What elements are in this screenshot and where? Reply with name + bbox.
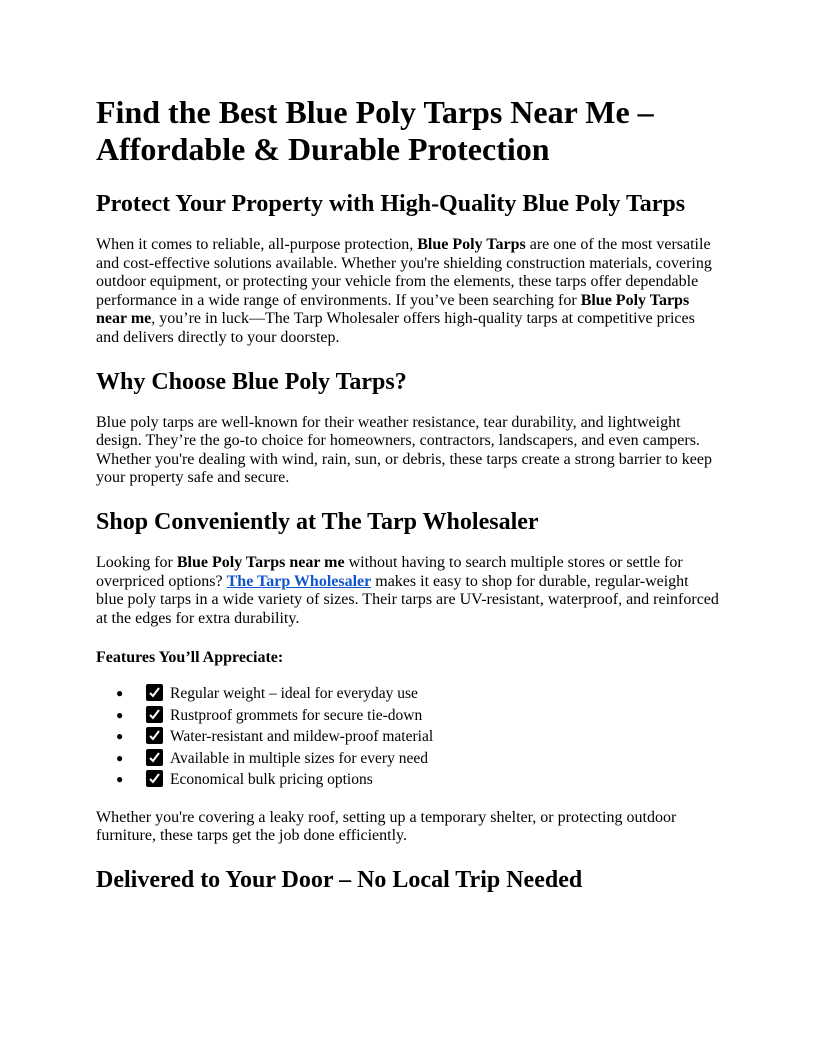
features-heading: Features You’ll Appreciate: [96,649,284,667]
check-box-icon [146,770,163,787]
tarp-wholesaler-link[interactable]: The Tarp Wholesaler [226,572,372,590]
heading-shop: Shop Conveniently at The Tarp Wholesaler [96,508,539,535]
check-box-icon [146,684,163,701]
paragraph-why: Blue poly tarps are well-known for their weather resistance, tear durability, and lightweight design. They’re the go-to choice for homeowners, contractors, landscapers, and even campers. Whether you're dealing with wind, rain, sun, or debris, these tarps create a strong barrier to keep your property safe and secure. [96,413,712,487]
check-box-icon [146,749,163,766]
list-item: ● Water-resistant and mildew-proof material [96,726,720,748]
paragraph-protect: When it comes to reliable, all-purpose protection, Blue Poly Tarps are one of the most versatile and cost-effective solutions available. Whether you're shielding construction materials, covering outdoor equipment, or protecting your vehicle from the elements, these tarps offer dependable performance in a wide range of environments. If you’ve been searching for Blue Poly Tarps near me, you’re in luck—The Tarp Wholesaler offers high-quality tarps at competitive prices and delivers directly to your doorstep. [96,236,712,346]
bullet-icon: ● [116,750,124,765]
paragraph-closing: Whether you're covering a leaky roof, setting up a temporary shelter, or protecting outdoor furniture, these tarps get the job done efficiently. [96,808,677,845]
list-item: ● Economical bulk pricing options [96,769,720,791]
bullet-icon: ● [116,729,124,744]
check-box-icon [146,727,163,744]
heading-why: Why Choose Blue Poly Tarps? [96,368,407,395]
heading-delivered: Delivered to Your Door – No Local Trip Needed [96,867,583,893]
check-box-icon [146,706,163,723]
bullet-icon: ● [116,772,124,787]
list-item: ● Available in multiple sizes for every need [96,748,720,770]
bullet-icon: ● [116,707,124,722]
list-item: ● Rustproof grommets for secure tie-down [96,705,720,727]
bullet-icon: ● [116,686,124,701]
heading-protect: Protect Your Property with High-Quality Blue Poly Tarps [96,191,686,217]
list-item: ● Regular weight – ideal for everyday use [96,683,720,705]
page-title: Find the Best Blue Poly Tarps Near Me – Affordable & Durable Protection [96,94,654,167]
features-list [96,683,720,791]
paragraph-shop: Looking for Blue Poly Tarps near me without having to search multiple stores or settle for overpriced options? The Tarp Wholesaler makes it easy to shop for durable, regular-weight blue poly tarps in a wide variety of sizes. Their tarps are UV-resistant, waterproof, and reinforced at the edges for extra durability. [96,553,719,627]
document-page [96,94,720,912]
